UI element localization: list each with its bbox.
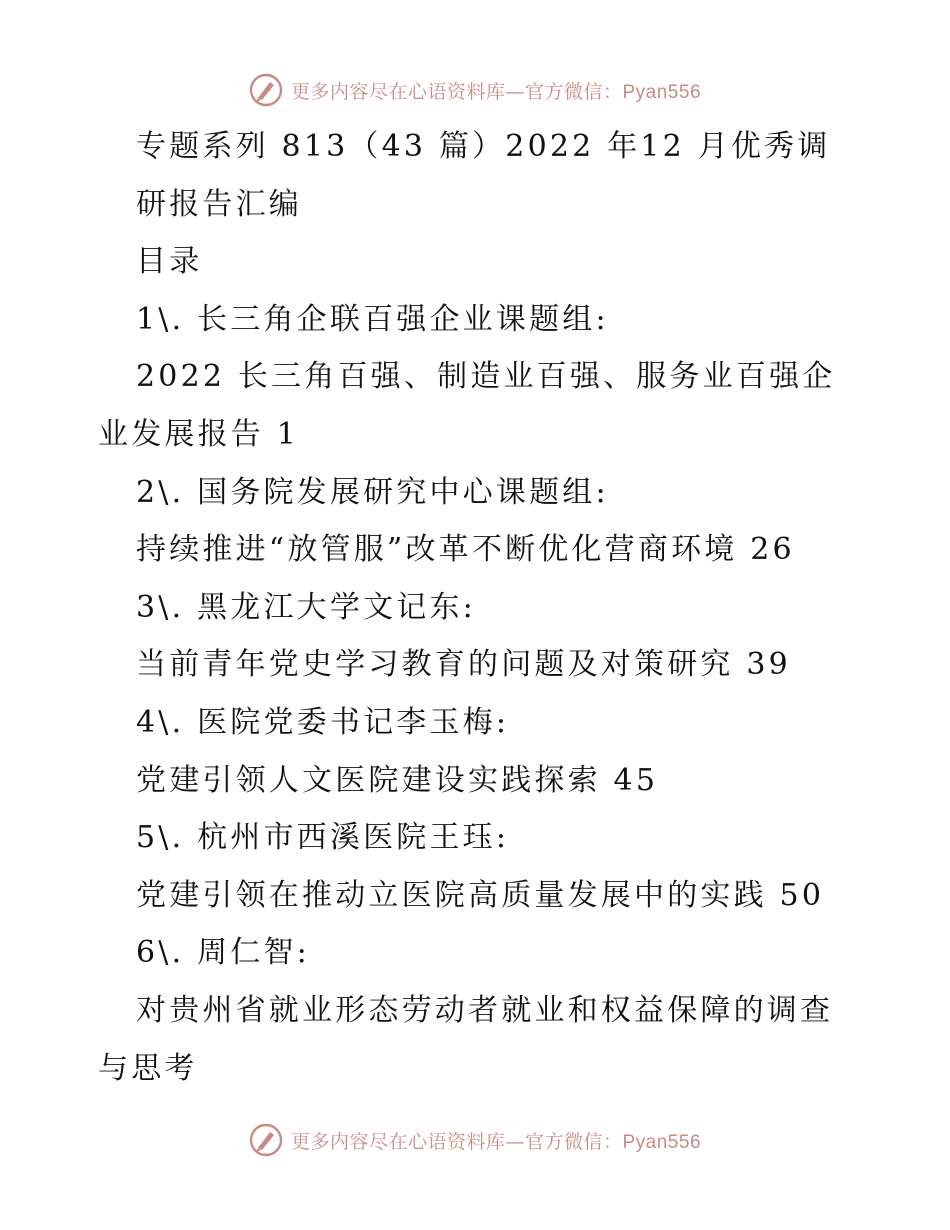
footer-watermark — [0, 1120, 950, 1160]
toc-heading: 目录 — [136, 244, 203, 280]
document-body — [98, 118, 858, 1097]
toc-entry-4-title: 党建引领人文医院建设实践探索 45 — [136, 762, 659, 798]
toc-entry-6-title-cont: 与思考 — [98, 1050, 198, 1086]
header-watermark — [0, 70, 950, 110]
toc-entry-5-title: 党建引领在推动立医院高质量发展中的实践 50 — [136, 877, 825, 913]
document-title-line-2: 研报告汇编 — [136, 186, 302, 222]
toc-entry-1-author: 1\. 长三角企联百强企业课题组: — [136, 301, 609, 337]
watermark-text: 更多内容尽在心语资料库—官方微信：Pyan556 — [290, 80, 702, 103]
toc-entry-3-author: 3\. 黑龙江大学文记东: — [136, 589, 476, 625]
toc-entry-2-author: 2\. 国务院发展研究中心课题组: — [136, 474, 609, 510]
toc-entry-1-title: 2022 长三角百强、制造业百强、服务业百强企 — [136, 359, 836, 395]
document-title-line-1: 专题系列 813（43 篇）2022 年12 月优秀调 — [136, 129, 831, 164]
toc-entry-5-author: 5\. 杭州市西溪医院王珏: — [136, 820, 510, 856]
watermark-text: 更多内容尽在心语资料库—官方微信：Pyan556 — [290, 1130, 702, 1153]
toc-entry-6-title: 对贵州省就业形态劳动者就业和权益保障的调查 — [136, 992, 834, 1028]
toc-entry-4-author: 4\. 医院党委书记李玉梅: — [136, 704, 510, 740]
toc-entry-1-title-cont: 业发展报告 1 — [98, 416, 300, 452]
toc-entry-2-title: 持续推进“放管服”改革不断优化营商环境 26 — [136, 532, 795, 568]
pen-logo-icon — [249, 1123, 283, 1157]
toc-entry-6-author: 6\. 周仁智: — [136, 935, 310, 971]
pen-logo-icon — [249, 73, 283, 107]
toc-entry-3-title: 当前青年党史学习教育的问题及对策研究 39 — [136, 647, 791, 683]
